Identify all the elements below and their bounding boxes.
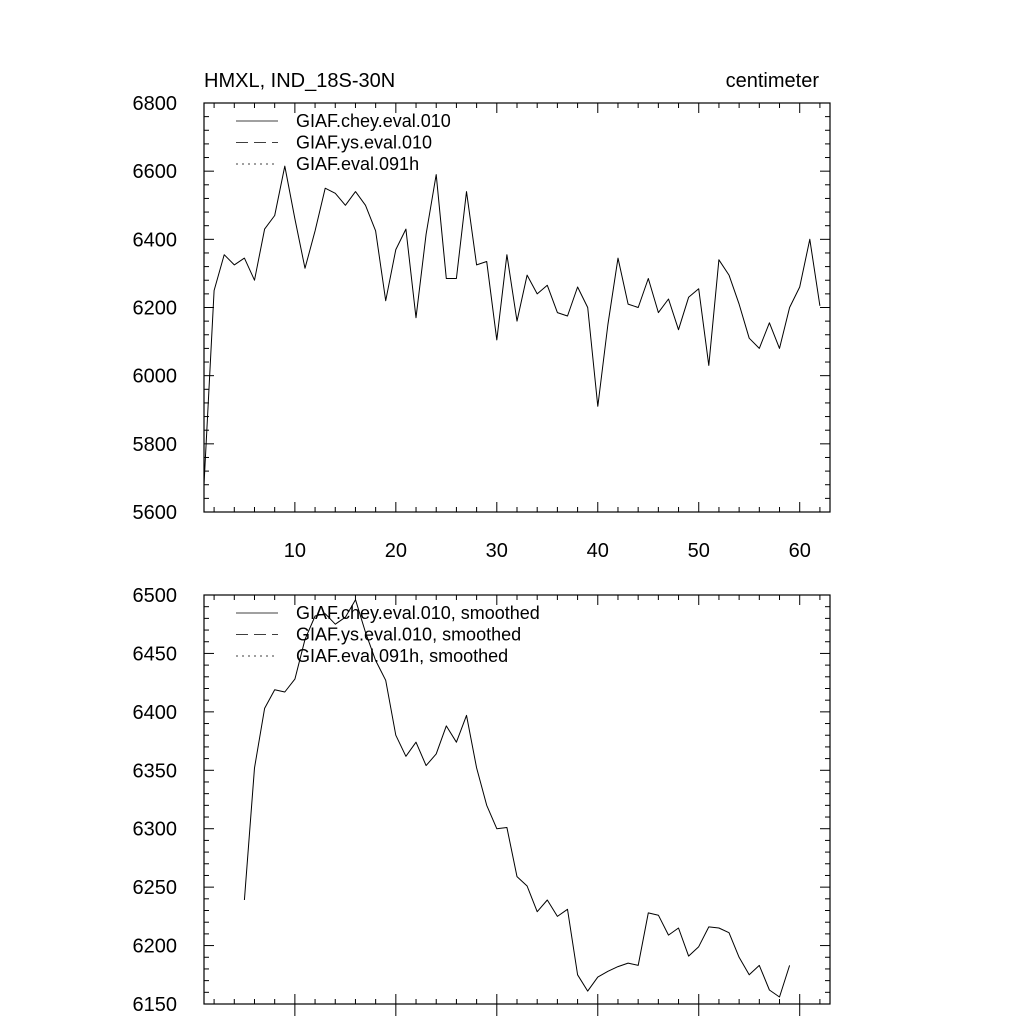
y-tick-label: 6250 bbox=[132, 877, 177, 900]
x-tick-label: 20 bbox=[384, 540, 407, 562]
legend-label: GIAF.eval.091h, smoothed bbox=[296, 646, 509, 666]
x-tick-label: 60 bbox=[788, 540, 811, 562]
x-tick-label: 40 bbox=[586, 540, 609, 562]
x-tick-label: 30 bbox=[485, 540, 508, 562]
legend-label: GIAF.ys.eval.010, smoothed bbox=[296, 624, 522, 645]
y-tick-label: 6200 bbox=[132, 935, 177, 958]
bottom-panel bbox=[133, 585, 831, 1016]
y-tick-label: 6400 bbox=[132, 701, 177, 724]
y-tick-label: 6350 bbox=[132, 760, 177, 783]
legend-label: GIAF.chey.eval.010 bbox=[296, 111, 451, 131]
legend-label: GIAF.eval.091h bbox=[296, 154, 420, 174]
y-tick-label: 6150 bbox=[132, 994, 177, 1016]
y-tick-label: 6300 bbox=[132, 818, 177, 841]
y-tick-label: 6800 bbox=[132, 93, 177, 115]
x-tick-label: 10 bbox=[283, 540, 306, 562]
series-line bbox=[204, 166, 820, 485]
chart-title-left: HMXL, IND_18S-30N bbox=[204, 70, 396, 92]
y-tick-label: 6000 bbox=[132, 365, 177, 388]
legend-label: GIAF.ys.eval.010 bbox=[296, 132, 433, 153]
y-tick-label: 6600 bbox=[132, 161, 177, 184]
y-tick-label: 5800 bbox=[132, 433, 177, 456]
legend-label: GIAF.chey.eval.010, smoothed bbox=[296, 603, 540, 623]
y-tick-label: 5600 bbox=[132, 502, 177, 524]
chart-title-right: centimeter bbox=[725, 70, 819, 92]
x-tick-label: 50 bbox=[687, 540, 710, 562]
y-tick-label: 6500 bbox=[132, 585, 177, 607]
y-tick-label: 6200 bbox=[132, 297, 177, 320]
y-tick-label: 6400 bbox=[132, 229, 177, 252]
y-tick-label: 6450 bbox=[132, 643, 177, 666]
top-panel bbox=[133, 93, 831, 562]
